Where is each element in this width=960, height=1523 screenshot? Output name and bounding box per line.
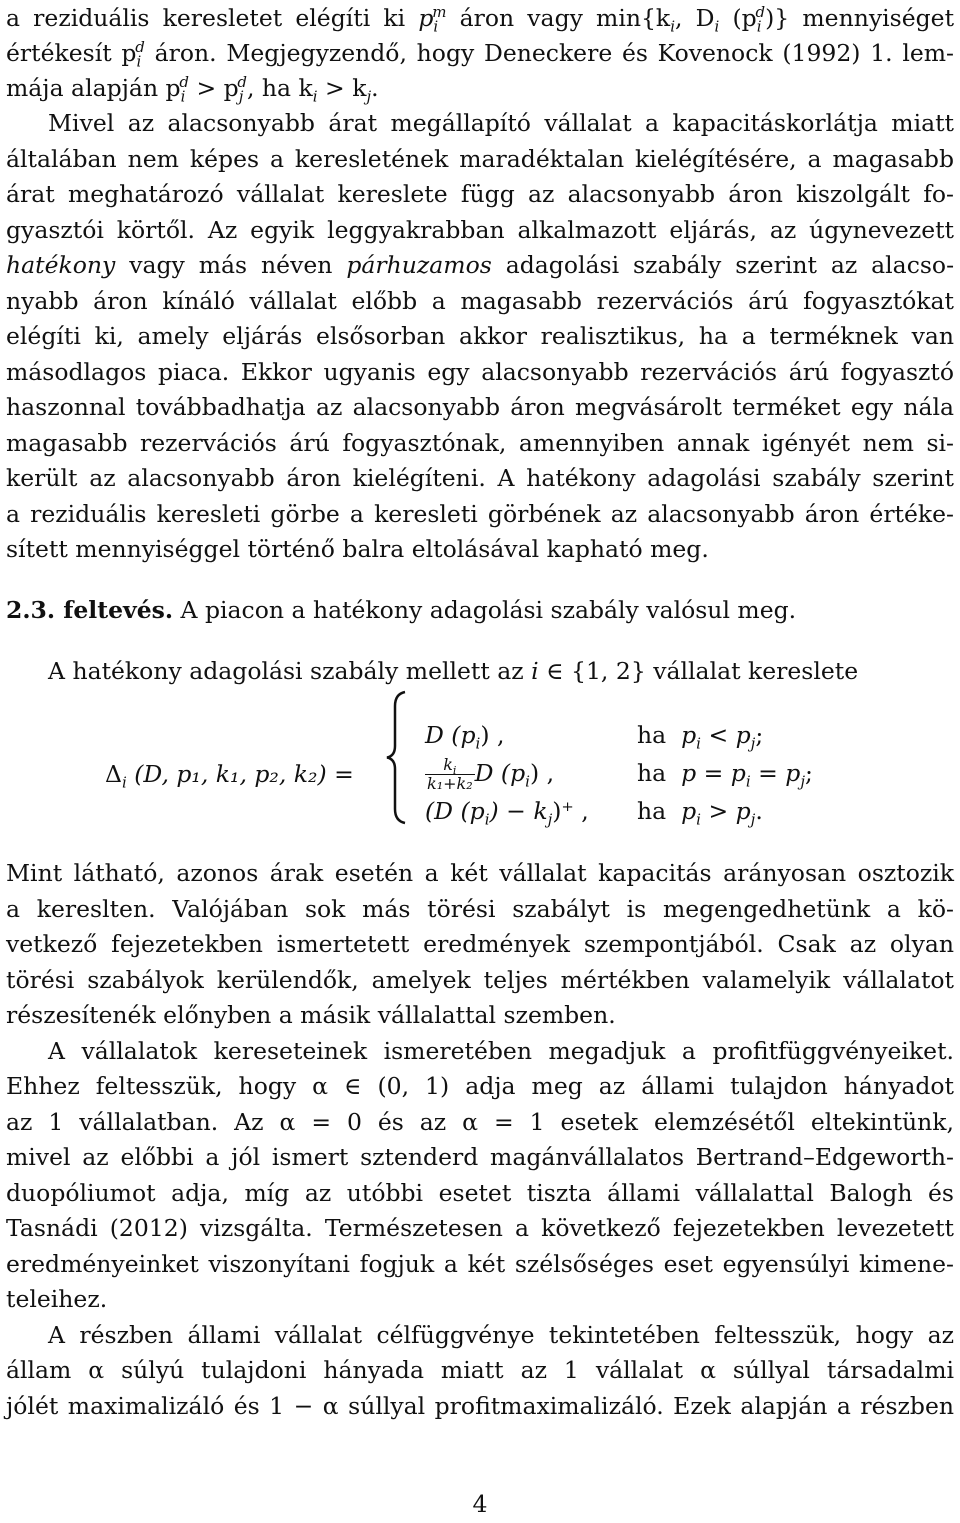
- text-line: részesítenék előnyben a másik vállalattal szemben.: [6, 1001, 616, 1029]
- page-number: 4: [472, 1490, 488, 1518]
- text-line: Mint látható, azonos árak esetén a két vállalat kapacitás arányosan osztozik: [6, 859, 954, 887]
- text-line: A részben állami vállalat célfüggvénye tekintetében feltesszük, hogy az: [48, 1321, 954, 1349]
- text-line: másodlagos piaca. Ekkor ugyanis egy alacsonyabb rezervációs árú fogyasztó: [6, 358, 954, 386]
- equation-case: (D $(p_i) - k_j)^+$ ,: [425, 797, 589, 829]
- equation-condition: ha $p_i < p_j$;: [637, 721, 764, 753]
- text-line: magasabb rezervációs árú fogyasztónak, amennyiben annak igényét nem si-: [6, 429, 954, 457]
- text-line: az 1 vállalatban. Az α = 0 és az α = 1 esetek elemzésétől eltekintünk,: [6, 1108, 954, 1136]
- text-line: értékesít $p_i^d$ áron. Megjegyzendő, hogy Deneckere és Kovenock (1992) 1. lem-: [6, 38, 954, 71]
- equation-case: D $(p_i)$ ,: [425, 721, 505, 753]
- text-line: eredményeinket viszonyítani fogjuk a két szélsőséges eset egyensúlyi kimene-: [6, 1250, 954, 1278]
- text-line: teleihez.: [6, 1285, 108, 1313]
- equation-case: $\frac{k_i}{\text{k₁+k₂}}$ D $(p_i)$ ,: [427, 755, 555, 793]
- text-line: Tasnádi (2012) vizsgálta. Természetesen a következő fejezetekben levezetett: [6, 1214, 954, 1242]
- text-line: haszonnal továbbadhatja az alacsonyabb áron megvásárolt terméket egy nála: [6, 393, 954, 421]
- brace-icon: [385, 690, 409, 825]
- equation-condition: ha $p = p_i = p_j$;: [637, 759, 813, 791]
- text-line: törési szabályok kerülendők, amelyek teljes mértékben valamelyik vállalatot: [6, 966, 954, 994]
- equation-lhs: $\Delta_i$ (D, p₁, k₁, p₂, k₂) =: [105, 760, 354, 792]
- equation-intro: A hatékony adagolási szabály mellett az i ∈ {1, 2} vállalat kereslete: [48, 657, 859, 685]
- text-line: a kereslten. Valójában sok más törési szabályt is megengedhetünk a kö-: [6, 895, 954, 923]
- text-line: elégíti ki, amely eljárás elsősorban akkor realisztikus, ha a terméknek van: [6, 322, 954, 350]
- equation-condition: ha $p_i > p_j$.: [637, 797, 763, 829]
- text-line: általában nem képes a keresletének maradéktalan kielégítésére, a magasabb: [6, 145, 954, 173]
- text-line: duopóliumot adja, míg az utóbbi esetet tiszta állami vállalattal Balogh és: [6, 1179, 954, 1207]
- text-line: Mivel az alacsonyabb árat megállapító vállalat a kapacitáskorlátja miatt: [48, 109, 954, 137]
- text-line: nyabb áron kínáló vállalat előbb a magasabb rezervációs árú fogyasztókat: [6, 287, 954, 315]
- assumption: 2.3. feltevés. A piacon a hatékony adagolási szabály valósul meg.: [6, 596, 797, 624]
- text-line: vetkező fejezetekben ismertetett eredmények szempontjából. Csak az olyan: [6, 930, 954, 958]
- text-line: árat meghatározó vállalat kereslete függ az alacsonyabb áron kiszolgált fo-: [6, 180, 954, 208]
- text-line: sített mennyiséggel történő balra eltolásával kapható meg.: [6, 535, 709, 563]
- text-line: Ehhez feltesszük, hogy α ∈ (0, 1) adja meg az állami tulajdon hányadot: [6, 1072, 954, 1100]
- text-line: gyasztói körtől. Az egyik leggyakrabban alkalmazott eljárás, az úgynevezett: [6, 216, 954, 244]
- text-line: mája alapján $p_i^d > p_j^d$, ha $k_i > k_j$.: [6, 73, 379, 106]
- text-line: mivel az előbbi a jól ismert sztenderd magánvállalatos Bertrand–Edgeworth-: [6, 1143, 954, 1171]
- fraction: $\frac{k_i}{\text{k₁+k₂}}$: [427, 755, 473, 793]
- text-line: jólét maximalizáló és 1 − α súllyal profitmaximalizáló. Ezek alapján a részben: [6, 1392, 954, 1420]
- text-line: a reziduális keresletet elégíti ki $p_i^m$ áron vagy $\min\{k_i$, $D_i$ $(p_i^d)$} mennyiséget: [6, 3, 955, 36]
- text-line: hatékony vagy más néven párhuzamos adagolási szabály szerint az alacso-: [6, 251, 955, 279]
- text-line: állam α súlyú tulajdoni hányada miatt az 1 vállalat α súllyal társadalmi: [6, 1356, 954, 1384]
- text-line: a reziduális keresleti görbe a keresleti görbének az alacsonyabb áron értéke-: [6, 500, 954, 528]
- text-line: A vállalatok kereseteinek ismeretében megadjuk a profitfüggvényeiket.: [48, 1037, 954, 1065]
- text-line: került az alacsonyabb áron kielégíteni. A hatékony adagolási szabály szerint: [6, 464, 954, 492]
